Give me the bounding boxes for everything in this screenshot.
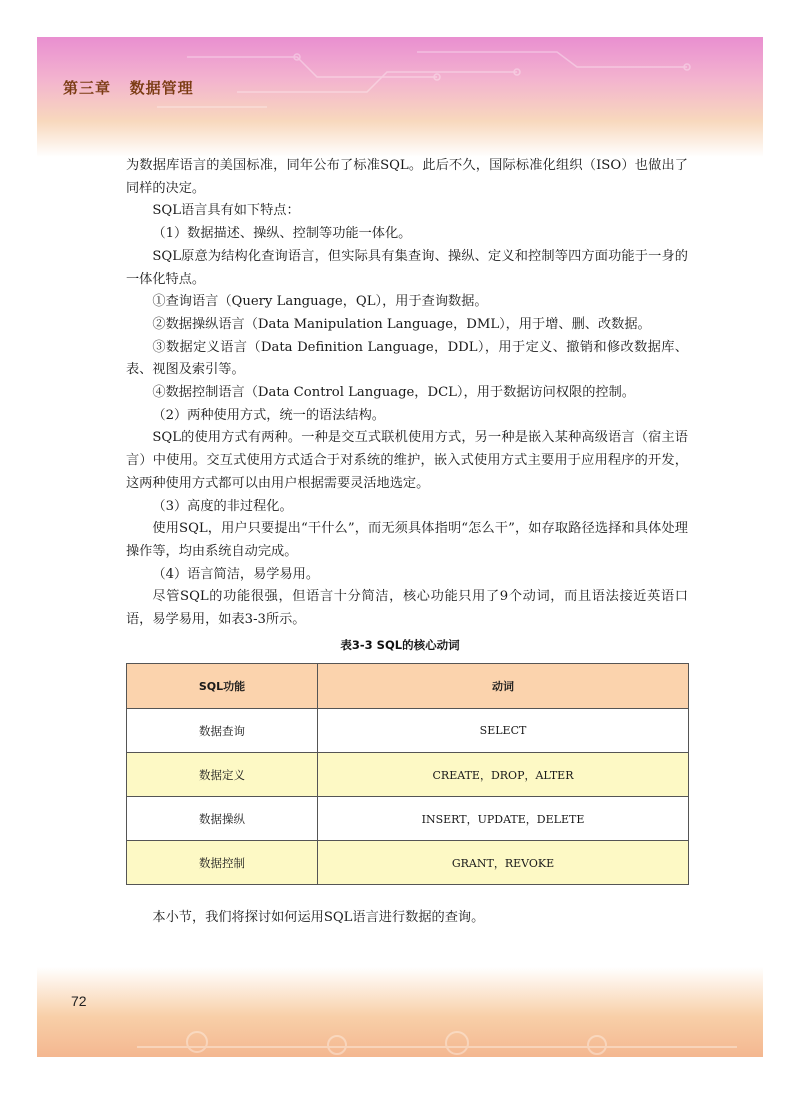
- closing-paragraph: 本小节，我们将探讨如何运用SQL语言进行数据的查询。: [152, 910, 485, 925]
- list-item: ③数据定义语言（Data Definition Language，DDL），用于定义、撤销和修改数据库、表、视图及索引等。: [126, 339, 688, 378]
- table-header-row: [127, 664, 689, 709]
- page-number: 72: [71, 993, 87, 1009]
- table-row: [127, 797, 689, 841]
- table-cell-function: 数据定义: [127, 753, 318, 797]
- paragraph: SQL语言具有如下特点：: [152, 203, 300, 219]
- table-cell-function: 数据控制: [127, 841, 318, 885]
- table-header-function: SQL功能: [127, 664, 318, 709]
- paragraph: 为数据库语言的美国标准，同年公布了标准SQL。此后不久，国际标准化组织（ISO）也做出了同样的决定。: [126, 158, 688, 196]
- table-header-verb: 动词: [318, 664, 689, 709]
- table-cell-verbs: INSERT，UPDATE，DELETE: [318, 797, 689, 841]
- table-cell-function: 数据操纵: [127, 797, 318, 841]
- paragraph: SQL的使用方式有两种。一种是交互式联机使用方式，另一种是嵌入某种高级语言（宿主语言）中使用。交互式使用方式适合于对系统的维护，嵌入式使用方式主要用于应用程序的开发，这两种使用方式都可以由用户根据需要灵活地选定。: [126, 430, 688, 491]
- list-item: ④数据控制语言（Data Control Language，DCL），用于数据访问权限的控制。: [152, 385, 635, 401]
- body-text: [126, 155, 688, 632]
- paragraph: 使用SQL，用户只要提出“干什么”，而无须具体指明“怎么干”，如存取路径选择和具体处理操作等，均由系统自动完成。: [126, 521, 688, 559]
- list-item: ①查询语言（Query Language，QL），用于查询数据。: [152, 294, 488, 310]
- sql-core-verbs-table: [126, 663, 689, 885]
- header-banner: [37, 37, 763, 157]
- table-caption: 表3-3 SQL的核心动词: [340, 638, 460, 652]
- table-cell-verbs: GRANT，REVOKE: [318, 841, 689, 885]
- textbook-page: [37, 37, 763, 1057]
- paragraph: 尽管SQL的功能很强，但语言十分简洁，核心功能只用了9个动词，而且语法接近英语口语，易学易用，如表3-3所示。: [126, 589, 688, 628]
- list-heading: （4）语言简洁，易学易用。: [152, 566, 320, 582]
- paragraph: SQL原意为结构化查询语言，但实际具有集查询、操纵、定义和控制等四方面功能于一身的一体化特点。: [126, 248, 688, 287]
- table-row: [127, 709, 689, 753]
- footer-pattern-decoration: [37, 997, 763, 1057]
- table-cell-verbs: SELECT: [318, 709, 689, 753]
- table-row: [127, 841, 689, 885]
- list-item: ②数据操纵语言（Data Manipulation Language，DML），用于增、删、改数据。: [152, 316, 651, 332]
- table-row: [127, 753, 689, 797]
- list-heading: （3）高度的非过程化。: [152, 498, 293, 514]
- list-heading: （1）数据描述、操纵、控制等功能一体化。: [152, 226, 412, 242]
- list-heading: （2）两种使用方式，统一的语法结构。: [152, 407, 385, 423]
- table-cell-function: 数据查询: [127, 709, 318, 753]
- footer-banner: [37, 967, 763, 1057]
- chapter-title: 第三章 数据管理: [63, 79, 194, 97]
- table-cell-verbs: CREATE，DROP，ALTER: [318, 753, 689, 797]
